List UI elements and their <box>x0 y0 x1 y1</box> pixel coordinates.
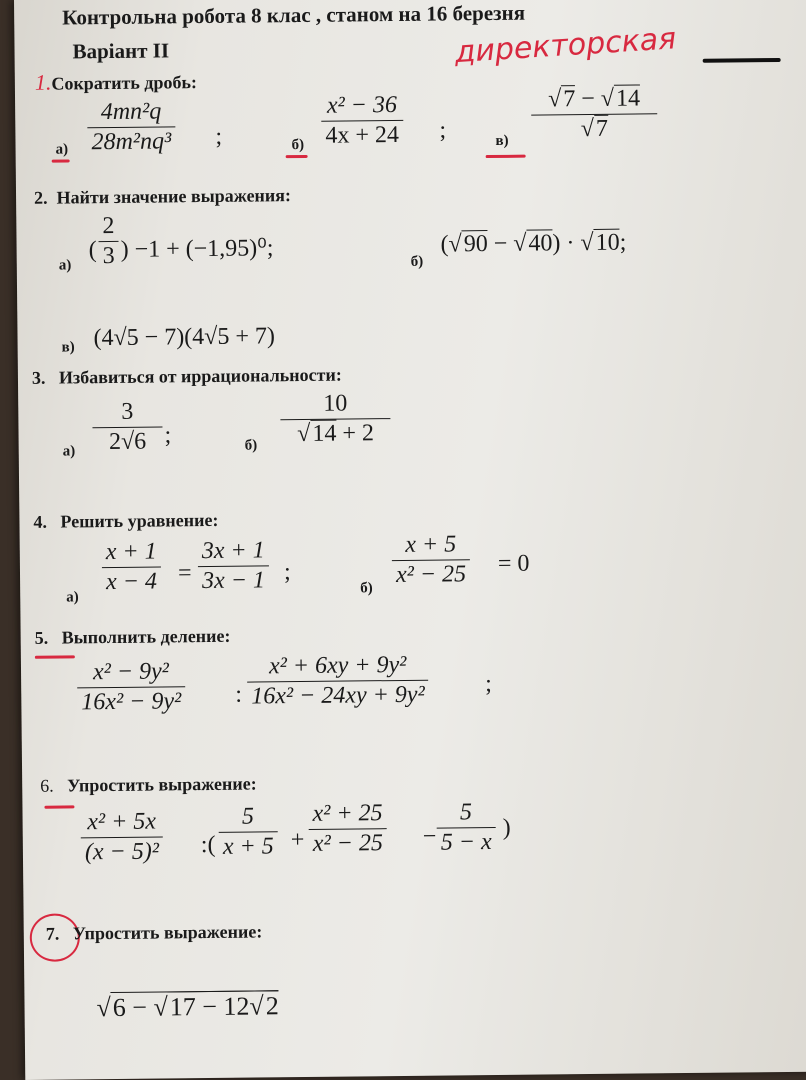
task6-fraction-2 <box>218 803 277 861</box>
task6-fraction-4-denominator: 5 − x <box>440 829 492 856</box>
task3-a-numerator: 3 <box>121 398 134 425</box>
task6-minus: − <box>422 823 437 850</box>
task1-v-numerator: √7 − √14 <box>547 85 641 113</box>
task5-left-denominator: 16x² − 9y² <box>81 688 182 716</box>
task3-number: 3. <box>31 367 46 388</box>
task7-title: Упростить выражение: <box>72 921 263 944</box>
task2-v-expression: (4√5 − 7)(4√5 + 7) <box>93 323 276 352</box>
task6-number: 6. <box>40 775 54 796</box>
task4-a-left-fraction <box>102 538 161 596</box>
red-underline <box>35 655 75 658</box>
task2-a-expression: −1 + (−1,95)⁰; <box>134 235 274 263</box>
task6-fraction-4-numerator: 5 <box>459 799 473 826</box>
red-underline <box>52 159 70 162</box>
handwritten-note: директорская <box>453 21 678 71</box>
task1-a-label: а) <box>55 141 69 158</box>
task6-close-paren: ) <box>502 814 511 841</box>
task4-number: 4. <box>33 511 48 532</box>
red-underline <box>486 155 526 158</box>
task3-b-label: б) <box>244 437 258 454</box>
task4-a-left-denominator: x − 4 <box>105 568 158 596</box>
task5-left-numerator: x² − 9y² <box>92 658 170 686</box>
task4-a-label: а) <box>66 589 79 606</box>
task2-a-label: а) <box>58 257 72 274</box>
task2-title: Найти значение выражения: <box>56 185 292 208</box>
task5-left-fraction <box>77 658 185 716</box>
task1-a-numerator: 4mn²q <box>100 98 162 126</box>
task4-a-right-denominator: 3x − 1 <box>201 567 266 595</box>
task3-a-tail: ; <box>164 422 172 449</box>
task2-b-label: б) <box>410 253 424 270</box>
task6-fraction-1-denominator: (x − 5)² <box>84 838 160 866</box>
task6-fraction-3 <box>308 800 387 858</box>
task1-title: Сократить дробь: <box>51 72 198 94</box>
task5-division-sign: : <box>235 681 243 708</box>
red-underline <box>44 805 74 808</box>
task6-fraction-2-denominator: x + 5 <box>222 833 274 860</box>
task1-b-tail: ; <box>439 117 447 144</box>
task1-b-label: б) <box>291 136 305 154</box>
task5-tail: ; <box>485 671 492 698</box>
task4-a-right-numerator: 3x + 1 <box>201 537 265 565</box>
task1-number: 1. <box>34 69 52 95</box>
task1-b-numerator: x² − 36 <box>326 91 398 119</box>
task3-heading <box>32 365 342 389</box>
task5-right-numerator: x² + 6xy + 9y² <box>268 651 407 680</box>
task2-v-label: в) <box>61 339 75 356</box>
red-underline <box>286 155 308 158</box>
task6-fraction-3-numerator: x² + 25 <box>312 800 383 827</box>
task2-a-numerator: 2 <box>102 212 115 240</box>
task3-a-fraction <box>92 398 163 456</box>
task7-expression: √6 − √17 − 12√2 <box>96 991 279 1023</box>
task7-heading <box>46 921 263 944</box>
task6-fraction-4 <box>436 799 495 857</box>
task5-right-denominator: 16x² − 24xy + 9y² <box>251 681 425 710</box>
task5-number: 5. <box>34 627 49 648</box>
task6-fraction-1 <box>80 808 163 866</box>
task5-title: Выполнить деление: <box>61 625 231 648</box>
task4-b-tail: = 0 <box>497 550 530 577</box>
task4-a-right-fraction <box>198 537 269 595</box>
task2-a-fraction <box>98 213 119 270</box>
task3-a-denominator: 2√6 <box>108 428 147 456</box>
task7-number: 7. <box>45 923 60 944</box>
task1-v-denominator: √7 <box>580 115 609 143</box>
worksheet-paper: Контрольна робота 8 клас , станом на 16 березня Варіант II директорская 1.Сократить дробь: а) 4mn²q 28m²nq³ ; б) x² − 36 4x + 24 ; в) √7 − √14 √7 2. Найти значение выражения: а) ( 2 3 ) −1 + (−1,95)⁰; б) (√90 − √40) · √10; в) (4√5 − 7)(4√5 + 7) 3. Избавиться от иррациональности: а) 3 2√6 ; б) 10 √14 + 2 4. Решить уравнение: а) x + 1 x − 4 = 3x + 1 3x − 1 ; б) x + 5 x² − 25 = 0 5. Выполнить деление: x² − 9y² 16x² − 9y² : x² + 6xy + 9y² 16x² − 24xy + 9y² ; 6. Упростить выражение: x² + 5x (x − 5)² :( 5 x + 5 + x² + 25 x² − 25 − 5 5 − x ) 7. Упростить выражение: √6 − √17 − 12√2 <box>14 0 806 1080</box>
task1-v-label: в) <box>495 132 509 149</box>
pen-mark <box>703 58 781 63</box>
task4-b-numerator: x + 5 <box>405 531 457 558</box>
task6-fraction-1-numerator: x² + 5x <box>87 808 157 836</box>
task4-b-fraction <box>392 531 471 589</box>
task2-a-denominator: 3 <box>102 242 115 270</box>
task4-b-label: б) <box>360 580 373 597</box>
variant-label: Варіант II <box>72 38 170 64</box>
task6-fraction-3-denominator: x² − 25 <box>312 830 384 857</box>
task3-b-denominator: √14 + 2 <box>297 420 375 448</box>
task6-plus: + <box>290 827 305 854</box>
task6-title: Упростить выражение: <box>67 773 257 796</box>
task3-b-numerator: 10 <box>323 390 348 417</box>
task4-a-equals: = <box>177 560 192 587</box>
task4-title: Решить уравнение: <box>60 509 219 532</box>
task4-a-tail: ; <box>283 559 291 586</box>
task6-operator: :( <box>200 831 216 859</box>
task3-title: Избавиться от иррациональности: <box>58 364 342 388</box>
task1-a-fraction <box>87 98 175 156</box>
task2-heading <box>34 185 291 209</box>
task1-a-denominator: 28m²nq³ <box>91 128 172 156</box>
task4-b-denominator: x² − 25 <box>395 561 467 589</box>
task2-number: 2. <box>33 187 48 208</box>
task1-v-fraction <box>531 85 658 143</box>
task4-a-left-numerator: x + 1 <box>105 538 157 566</box>
task6-fraction-2-numerator: 5 <box>241 803 255 830</box>
task1-b-denominator: 4x + 24 <box>325 121 400 149</box>
task4-heading <box>33 510 218 533</box>
task5-right-fraction <box>247 652 429 711</box>
task3-a-label: а) <box>62 443 76 460</box>
task1-a-tail: ; <box>215 123 223 150</box>
task2-b-expression: (√90 − √40) · √10; <box>440 229 627 258</box>
task1-b-fraction <box>321 92 403 150</box>
page-title: Контрольна робота 8 клас , станом на 16 березня <box>62 0 526 30</box>
task1-heading <box>35 68 197 96</box>
task5-heading <box>35 626 231 649</box>
task3-b-fraction <box>280 390 391 448</box>
task6-heading <box>40 774 257 797</box>
